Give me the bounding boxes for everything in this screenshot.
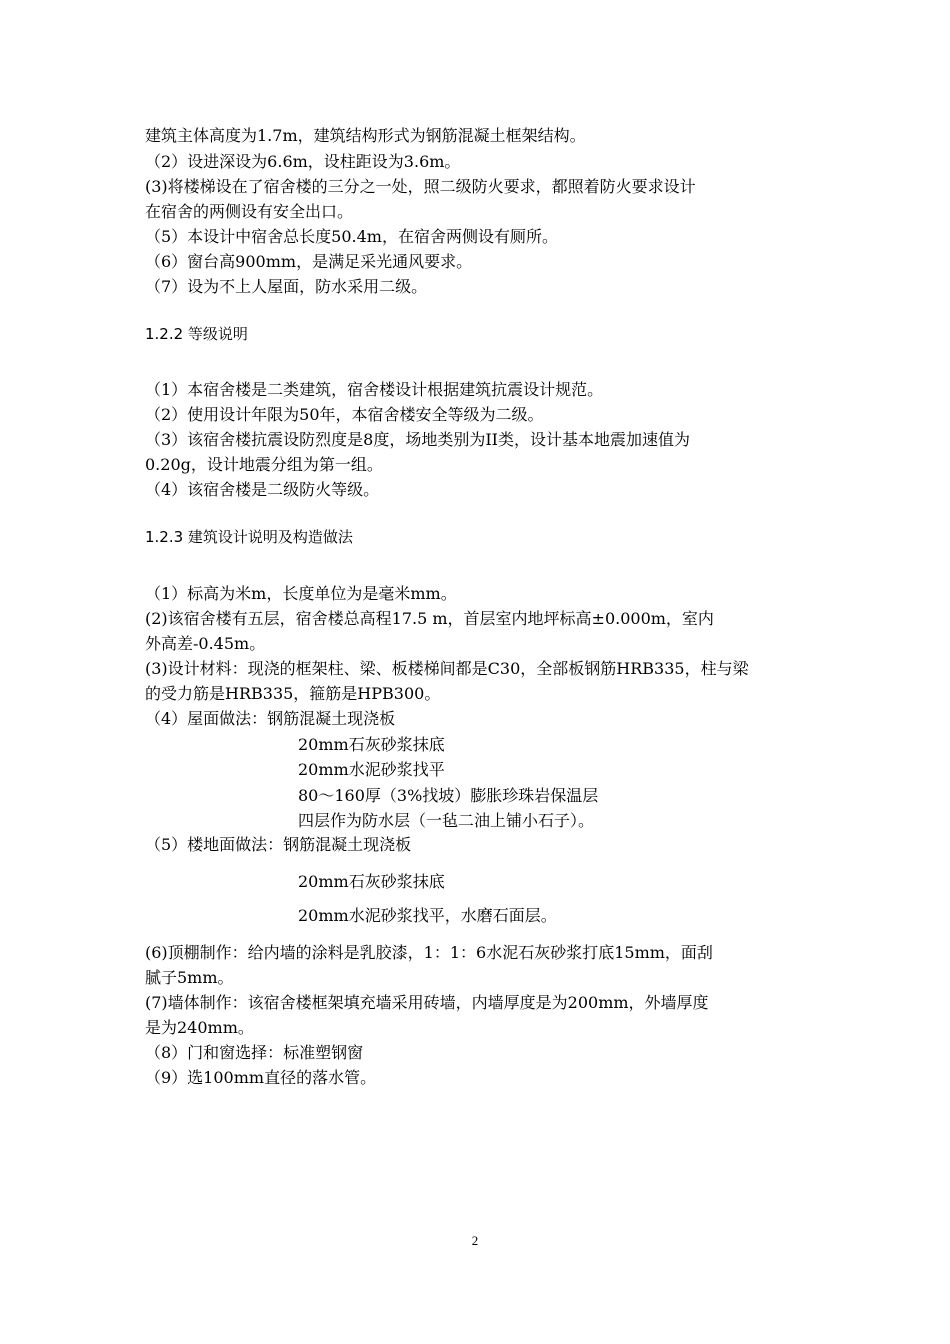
roof-layer: 80～160厚（3%找坡）膨胀珍珠岩保温层 (298, 786, 599, 805)
text-line: 外高差-0.45m。 (145, 634, 266, 653)
text-line: （4）该宿舍楼是二级防火等级。 (145, 480, 380, 499)
section-heading-1-2-2: 1.2.2 等级说明 (145, 325, 248, 343)
text-line: （2）设进深设为6.6m，设柱距设为3.6m。 (145, 152, 461, 171)
text-line: 建筑主体高度为1.7m，建筑结构形式为钢筋混凝土框架结构。 (145, 126, 586, 145)
text-line: （9）选100mm直径的落水管。 (145, 1068, 377, 1087)
text-line: (7)墙体制作：该宿舍楼框架填充墙采用砖墙，内墙厚度是为200mm，外墙厚度 (145, 993, 709, 1012)
text-line: 腻子5mm。 (145, 968, 234, 987)
text-line: 0.20g，设计地震分组为第一组。 (145, 455, 383, 474)
text-line: (3)将楼梯设在了宿舍楼的三分之一处，照二级防火要求，都照着防火要求设计 (145, 177, 696, 196)
text-line: （2）使用设计年限为50年，本宿舍楼安全等级为二级。 (145, 405, 544, 424)
roof-layer: 20mm水泥砂浆找平 (298, 760, 445, 779)
text-line: （4）屋面做法：钢筋混凝土现浇板 (145, 709, 396, 728)
text-line: （6）窗台高900mm，是满足采光通风要求。 (145, 252, 473, 271)
text-line: （3）该宿舍楼抗震设防烈度是8度，场地类别为II类，设计基本地震加速值为 (145, 430, 691, 449)
text-line: （5）本设计中宿舍总长度50.4m，在宿舍两侧设有厕所。 (145, 227, 558, 246)
page-number: 2 (471, 1233, 479, 1248)
roof-layer: 20mm石灰砂浆抹底 (298, 735, 445, 754)
text-line: （1）标高为米m，长度单位为是毫米mm。 (145, 584, 457, 603)
text-line: (2)该宿舍楼有五层，宿舍楼总高程17.5 m，首层室内地坪标高±0.000m，室内 (145, 609, 714, 628)
text-line: （7）设为不上人屋面，防水采用二级。 (145, 277, 428, 296)
text-line: 是为240mm。 (145, 1018, 254, 1037)
text-line: (3)设计材料：现浇的框架柱、梁、板楼梯间都是C30，全部板钢筋HRB335，柱与梁 (145, 659, 749, 678)
text-line: （1）本宿舍楼是二类建筑，宿舍楼设计根据建筑抗震设计规范。 (145, 380, 604, 399)
text-line: 在宿舍的两侧设有安全出口。 (145, 202, 354, 221)
text-line: 的受力筋是HRB335，箍筋是HPB300。 (145, 684, 441, 703)
roof-layer: 四层作为防水层（一毡二油上铺小石子）。 (298, 811, 595, 830)
text-line: (6)顶棚制作：给内墙的涂料是乳胶漆，1：1：6水泥石灰砂浆打底15mm，面刮 (145, 943, 713, 962)
floor-layer: 20mm水泥砂浆找平，水磨石面层。 (298, 906, 557, 925)
text-line: （8）门和窗选择：标准塑钢窗 (145, 1043, 364, 1062)
floor-layer: 20mm石灰砂浆抹底 (298, 872, 445, 891)
section-heading-1-2-3: 1.2.3 建筑设计说明及构造做法 (145, 528, 353, 546)
text-line: （5）楼地面做法：钢筋混凝土现浇板 (145, 835, 412, 854)
